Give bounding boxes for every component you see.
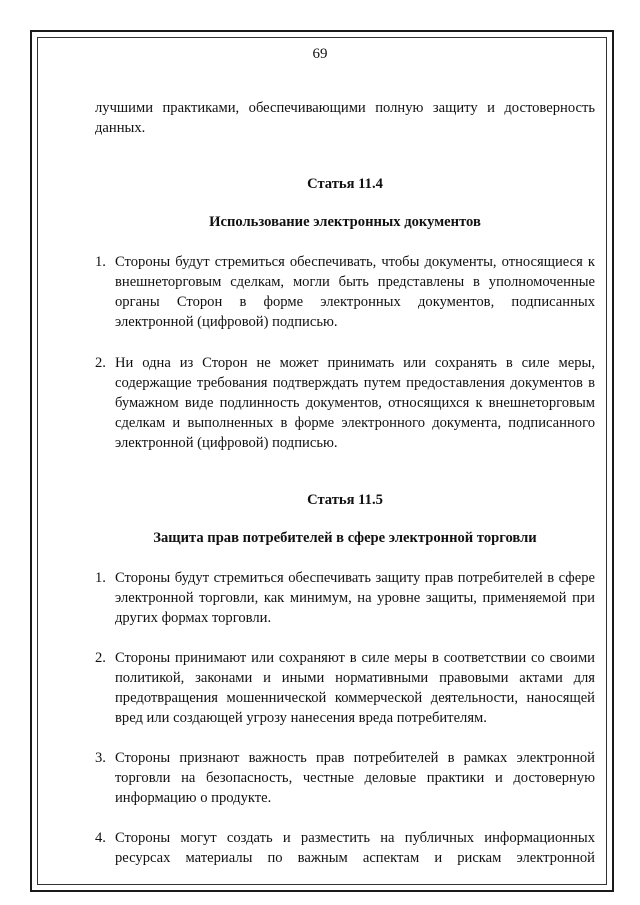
article-11-4-item-2 (95, 353, 595, 453)
item-number: 2. (95, 355, 106, 371)
article-11-5-item-1 (95, 568, 595, 628)
article-11-5-item-2 (95, 648, 595, 728)
item-text: Стороны признают важность прав потребителей в рамках электронной торговли на безопасность, честные деловые практики и достоверную информацию о продукте. (115, 750, 595, 806)
article-11-4-heading: Использование электронных документов (209, 214, 481, 230)
intro-paragraph: лучшими практиками, обеспечивающими полную защиту и достоверность данных. (95, 100, 595, 136)
item-number: 3. (95, 750, 106, 766)
item-text: Стороны будут стремиться обеспечивать защиту прав потребителей в сфере электронной торговли, как минимум, на уровне защиты, применяемой при других формах торговли. (115, 570, 595, 626)
document-body (95, 98, 595, 868)
page-number: 69 (312, 46, 328, 62)
item-number: 1. (95, 254, 106, 270)
article-11-5-title: Статья 11.5 (307, 492, 383, 508)
item-text: Стороны могут создать и разместить на публичных информационных ресурсах материалы по важным аспектам и рискам электронной (115, 830, 595, 866)
item-text: Стороны будут стремиться обеспечивать, чтобы документы, относящиеся к внешнеторговым сделкам, могли быть представлены в уполномоченные органы Сторон в форме электронных документов, подписанных электронной (цифровой) подписью. (115, 254, 595, 330)
article-11-4-item-1 (95, 252, 595, 332)
item-text: Стороны принимают или сохраняют в силе меры в соответствии со своими политикой, законами и иными нормативными правовыми актами для предотвращения мошеннической коммерческой деятельности, наносящей вред или создающей угрозу нанесения вреда потребителям. (115, 650, 595, 726)
item-number: 4. (95, 830, 106, 846)
article-11-5-item-3 (95, 748, 595, 808)
item-number: 2. (95, 650, 106, 666)
item-number: 1. (95, 570, 106, 586)
article-11-5-heading: Защита прав потребителей в сфере электронной торговли (153, 530, 537, 546)
item-text: Ни одна из Сторон не может принимать или сохранять в силе меры, содержащие требования подтверждать путем предоставления документов в бумажном виде подлинность документов, относящихся к внешнеторговым сделкам и выполненных в форме электронного документа, подписанного электронной (цифровой) подписью. (115, 355, 595, 451)
article-11-5-item-4 (95, 828, 595, 868)
article-11-4-title: Статья 11.4 (307, 176, 383, 192)
